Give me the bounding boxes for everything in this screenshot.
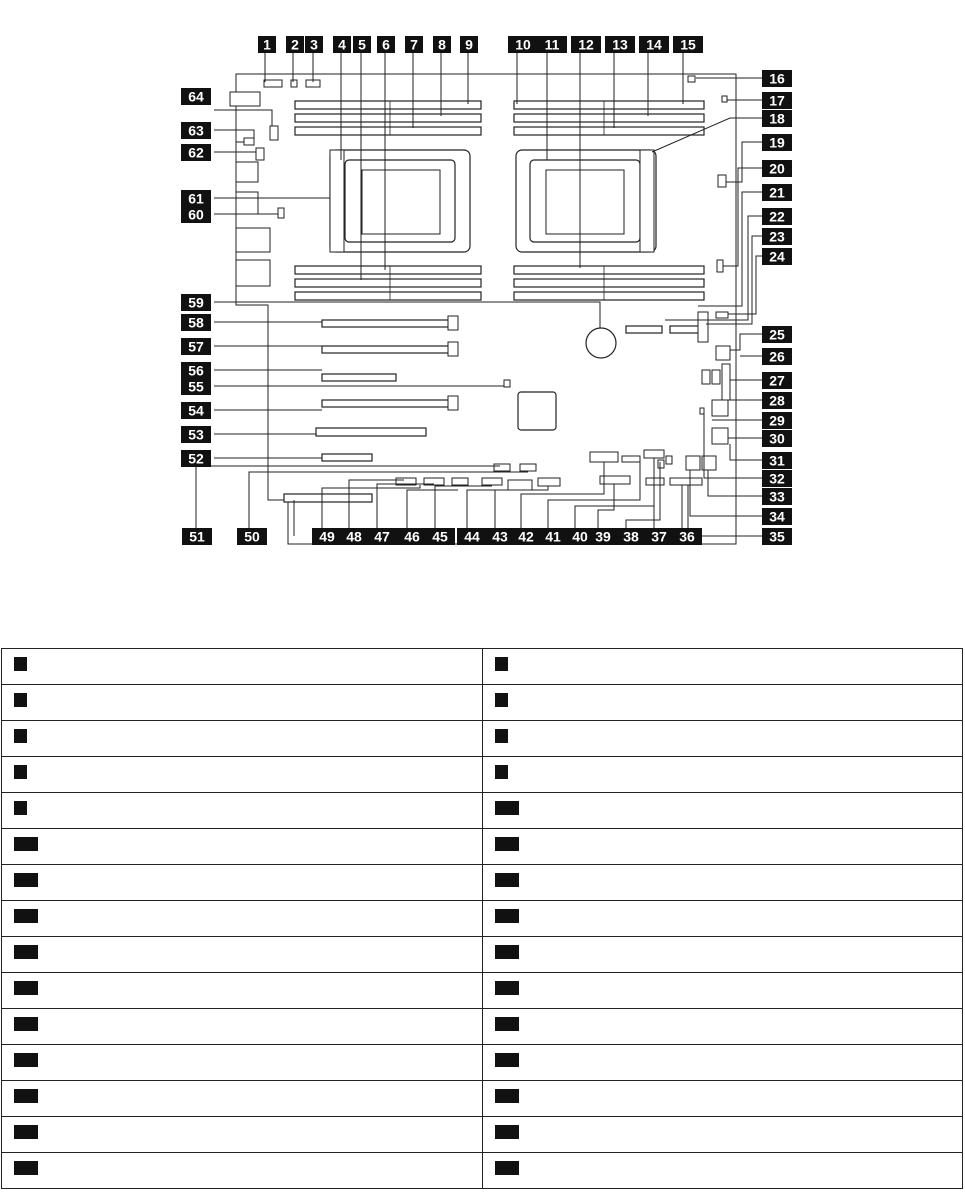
legend-number-badge: [14, 1161, 38, 1175]
callout-label: 20: [769, 160, 785, 177]
callout-label: 59: [188, 294, 204, 311]
callout-label: 23: [769, 228, 785, 245]
callout-label: 19: [769, 134, 785, 151]
callout-label: 18: [769, 110, 785, 127]
callout-label: 12: [578, 36, 594, 53]
legend-row: [2, 1153, 963, 1189]
legend-cell: [2, 901, 483, 937]
legend-number-badge: [14, 765, 27, 779]
system-board-diagram: [0, 0, 965, 560]
legend-number-badge: [495, 945, 519, 959]
legend-number-badge: [495, 1161, 519, 1175]
callout-label: 29: [769, 412, 785, 429]
legend-number-badge: [14, 693, 27, 707]
legend-row: [2, 1009, 963, 1045]
legend-table: [1, 648, 963, 1189]
legend-cell: [482, 829, 963, 865]
legend-cell: [2, 1081, 483, 1117]
legend-row: [2, 1045, 963, 1081]
callout-12: [571, 36, 601, 53]
legend-cell: [2, 1045, 483, 1081]
legend-row: [2, 865, 963, 901]
callout-35: [762, 528, 792, 545]
callout-label: 21: [769, 184, 785, 201]
callout-45: [425, 528, 455, 545]
callout-23: [762, 228, 792, 245]
callout-label: 43: [492, 528, 508, 545]
callout-60: [181, 206, 211, 223]
legend-row: [2, 973, 963, 1009]
legend-number-badge: [495, 837, 519, 851]
callout-label: 46: [404, 528, 420, 545]
legend-row: [2, 1117, 963, 1153]
callout-64: [181, 88, 211, 105]
callout-16: [762, 70, 792, 87]
callout-41: [538, 528, 568, 545]
pcie-slots: [284, 316, 458, 502]
callout-label: 42: [518, 528, 534, 545]
callout-30: [762, 430, 792, 447]
callout-label: 32: [769, 470, 785, 487]
callout-label: 5: [358, 36, 366, 53]
legend-cell: [2, 721, 483, 757]
callout-8: [433, 36, 451, 53]
legend-number-badge: [14, 909, 38, 923]
callout-label: 36: [679, 528, 695, 545]
legend-number-badge: [14, 1053, 38, 1067]
legend-cell: [2, 1153, 483, 1189]
callout-label: 35: [769, 528, 785, 545]
callout-label: 30: [769, 430, 785, 447]
legend-number-badge: [495, 909, 519, 923]
callout-label: 2: [291, 36, 299, 53]
callout-label: 7: [410, 36, 418, 53]
legend-cell: [482, 865, 963, 901]
callout-label: 57: [188, 338, 204, 355]
callout-46: [397, 528, 427, 545]
callout-label: 52: [188, 450, 204, 467]
callout-label: 45: [432, 528, 448, 545]
callout-label: 33: [769, 488, 785, 505]
callout-63: [181, 122, 211, 139]
callout-label: 53: [188, 426, 204, 443]
jumper: [504, 380, 510, 387]
callout-label: 17: [769, 92, 785, 109]
legend-cell: [482, 1045, 963, 1081]
callout-3: [305, 36, 323, 53]
legend-number-badge: [14, 945, 38, 959]
callout-label: 6: [382, 36, 390, 53]
callout-47: [367, 528, 397, 545]
callout-label: 22: [769, 208, 785, 225]
callout-2: [286, 36, 304, 53]
legend-cell: [482, 757, 963, 793]
callout-label: 39: [595, 528, 611, 545]
callout-19: [762, 134, 792, 151]
callout-59: [181, 294, 211, 311]
legend-row: [2, 685, 963, 721]
callout-58: [181, 314, 211, 331]
callout-62: [181, 144, 211, 161]
callout-57: [181, 338, 211, 355]
callout-25: [762, 326, 792, 343]
callout-20: [762, 160, 792, 177]
dimm-slots-cpu2-bottom: [514, 266, 704, 300]
callout-label: 14: [646, 36, 662, 53]
legend-number-badge: [495, 729, 508, 743]
legend-number-badge: [495, 801, 519, 815]
callout-label: 60: [188, 206, 204, 223]
callout-33: [762, 488, 792, 505]
callout-22: [762, 208, 792, 225]
dimm-slots-cpu1-bottom: [295, 266, 481, 300]
callout-48: [339, 528, 369, 545]
callout-11: [537, 36, 567, 53]
callout-label: 37: [651, 528, 667, 545]
callout-31: [762, 452, 792, 469]
legend-number-badge: [14, 729, 27, 743]
legend-cell: [2, 649, 483, 685]
callout-label: 54: [188, 402, 204, 419]
callout-34: [762, 508, 792, 525]
callout-43: [485, 528, 515, 545]
callout-53: [181, 426, 211, 443]
callout-label: 58: [188, 314, 204, 331]
callout-26: [762, 348, 792, 365]
callout-label: 64: [188, 88, 204, 105]
legend-cell: [482, 1009, 963, 1045]
legend-cell: [482, 973, 963, 1009]
callout-label: 63: [188, 122, 204, 139]
dimm-slots-cpu2-top: [514, 101, 704, 135]
right-connectors: [626, 312, 730, 444]
callout-label: 13: [612, 36, 628, 53]
callout-label: 38: [623, 528, 639, 545]
callout-label: 56: [188, 362, 204, 379]
callout-54: [181, 402, 211, 419]
legend-number-badge: [495, 657, 508, 671]
callout-label: 28: [769, 392, 785, 409]
legend-cell: [482, 1117, 963, 1153]
callout-32: [762, 470, 792, 487]
legend-row: [2, 901, 963, 937]
legend-cell: [482, 1081, 963, 1117]
callout-label: 34: [769, 508, 785, 525]
legend-number-badge: [14, 1089, 38, 1103]
legend-cell: [2, 1117, 483, 1153]
callout-17: [762, 92, 792, 109]
callout-55: [181, 378, 211, 395]
legend-number-badge: [495, 981, 519, 995]
callout-49: [312, 528, 342, 545]
legend-cell: [2, 685, 483, 721]
legend-cell: [2, 829, 483, 865]
legend-row: [2, 793, 963, 829]
callout-label: 26: [769, 348, 785, 365]
callout-44: [457, 528, 487, 545]
callout-label: 50: [244, 528, 260, 545]
callout-51: [182, 528, 212, 545]
legend-row: [2, 829, 963, 865]
legend-number-badge: [14, 657, 27, 671]
callout-14: [639, 36, 669, 53]
callout-label: 1: [263, 36, 271, 53]
callout-label: 51: [189, 528, 205, 545]
legend-row: [2, 649, 963, 685]
legend-cell: [482, 1153, 963, 1189]
callout-21: [762, 184, 792, 201]
callout-15: [673, 36, 703, 53]
callout-50: [237, 528, 267, 545]
legend-row: [2, 1081, 963, 1117]
legend-number-badge: [14, 1125, 38, 1139]
legend-number-badge: [14, 837, 38, 851]
callout-24: [762, 248, 792, 265]
legend-number-badge: [495, 765, 508, 779]
legend-row: [2, 757, 963, 793]
legend-number-badge: [495, 1125, 519, 1139]
callout-label: 8: [438, 36, 446, 53]
callout-label: 16: [769, 70, 785, 87]
legend-number-badge: [14, 801, 27, 815]
callout-37: [644, 528, 674, 545]
callout-label: 47: [374, 528, 390, 545]
callout-label: 3: [310, 36, 318, 53]
legend-cell: [2, 937, 483, 973]
callout-29: [762, 412, 792, 429]
legend-row: [2, 721, 963, 757]
callout-40: [565, 528, 595, 545]
legend-cell: [2, 793, 483, 829]
callout-56: [181, 362, 211, 379]
callout-label: 48: [346, 528, 362, 545]
callout-label: 62: [188, 144, 204, 161]
legend-number-badge: [14, 981, 38, 995]
callout-label: 31: [769, 452, 785, 469]
callout-18: [762, 110, 792, 127]
callout-label: 61: [188, 190, 204, 207]
chipset: [518, 392, 556, 430]
legend-number-badge: [495, 1053, 519, 1067]
callout-10: [508, 36, 538, 53]
callout-label: 44: [464, 528, 480, 545]
callout-13: [605, 36, 635, 53]
callout-label: 25: [769, 326, 785, 343]
coin-battery: [586, 328, 616, 358]
dimm-slots-cpu1-top: [295, 101, 481, 135]
callout-label: 40: [572, 528, 588, 545]
legend-row: [2, 937, 963, 973]
board-outline: [236, 74, 736, 544]
legend-number-badge: [495, 693, 508, 707]
legend-number-badge: [495, 873, 519, 887]
callout-4: [333, 36, 351, 53]
legend-cell: [482, 901, 963, 937]
callout-label: 49: [319, 528, 335, 545]
legend-cell: [482, 649, 963, 685]
callout-label: 9: [465, 36, 473, 53]
bottom-connectors: [396, 450, 716, 490]
legend-number-badge: [495, 1017, 519, 1031]
callout-38: [616, 528, 646, 545]
callout-5: [353, 36, 371, 53]
legend-cell: [482, 721, 963, 757]
callout-9: [460, 36, 478, 53]
callout-label: 55: [188, 378, 204, 395]
legend-cell: [2, 757, 483, 793]
callout-28: [762, 392, 792, 409]
callout-label: 41: [545, 528, 561, 545]
callout-label: 27: [769, 372, 785, 389]
cpu-socket-1: [330, 150, 470, 252]
legend-cell: [2, 865, 483, 901]
callout-27: [762, 372, 792, 389]
callout-61: [181, 190, 211, 207]
cpu-socket-2: [516, 150, 656, 252]
legend-cell: [2, 973, 483, 1009]
callout-7: [405, 36, 423, 53]
legend-cell: [482, 937, 963, 973]
callout-label: 15: [680, 36, 696, 53]
callout-label: 4: [338, 36, 346, 53]
callout-42: [511, 528, 541, 545]
legend-number-badge: [14, 873, 38, 887]
callout-6: [377, 36, 395, 53]
callout-36: [672, 528, 702, 545]
legend-number-badge: [14, 1017, 38, 1031]
legend-cell: [2, 1009, 483, 1045]
legend-number-badge: [495, 1089, 519, 1103]
callout-label: 10: [515, 36, 531, 53]
callout-1: [258, 36, 276, 53]
legend-cell: [482, 793, 963, 829]
callout-label: 11: [544, 36, 560, 53]
callout-52: [181, 450, 211, 467]
legend-cell: [482, 685, 963, 721]
callout-label: 24: [769, 248, 785, 265]
